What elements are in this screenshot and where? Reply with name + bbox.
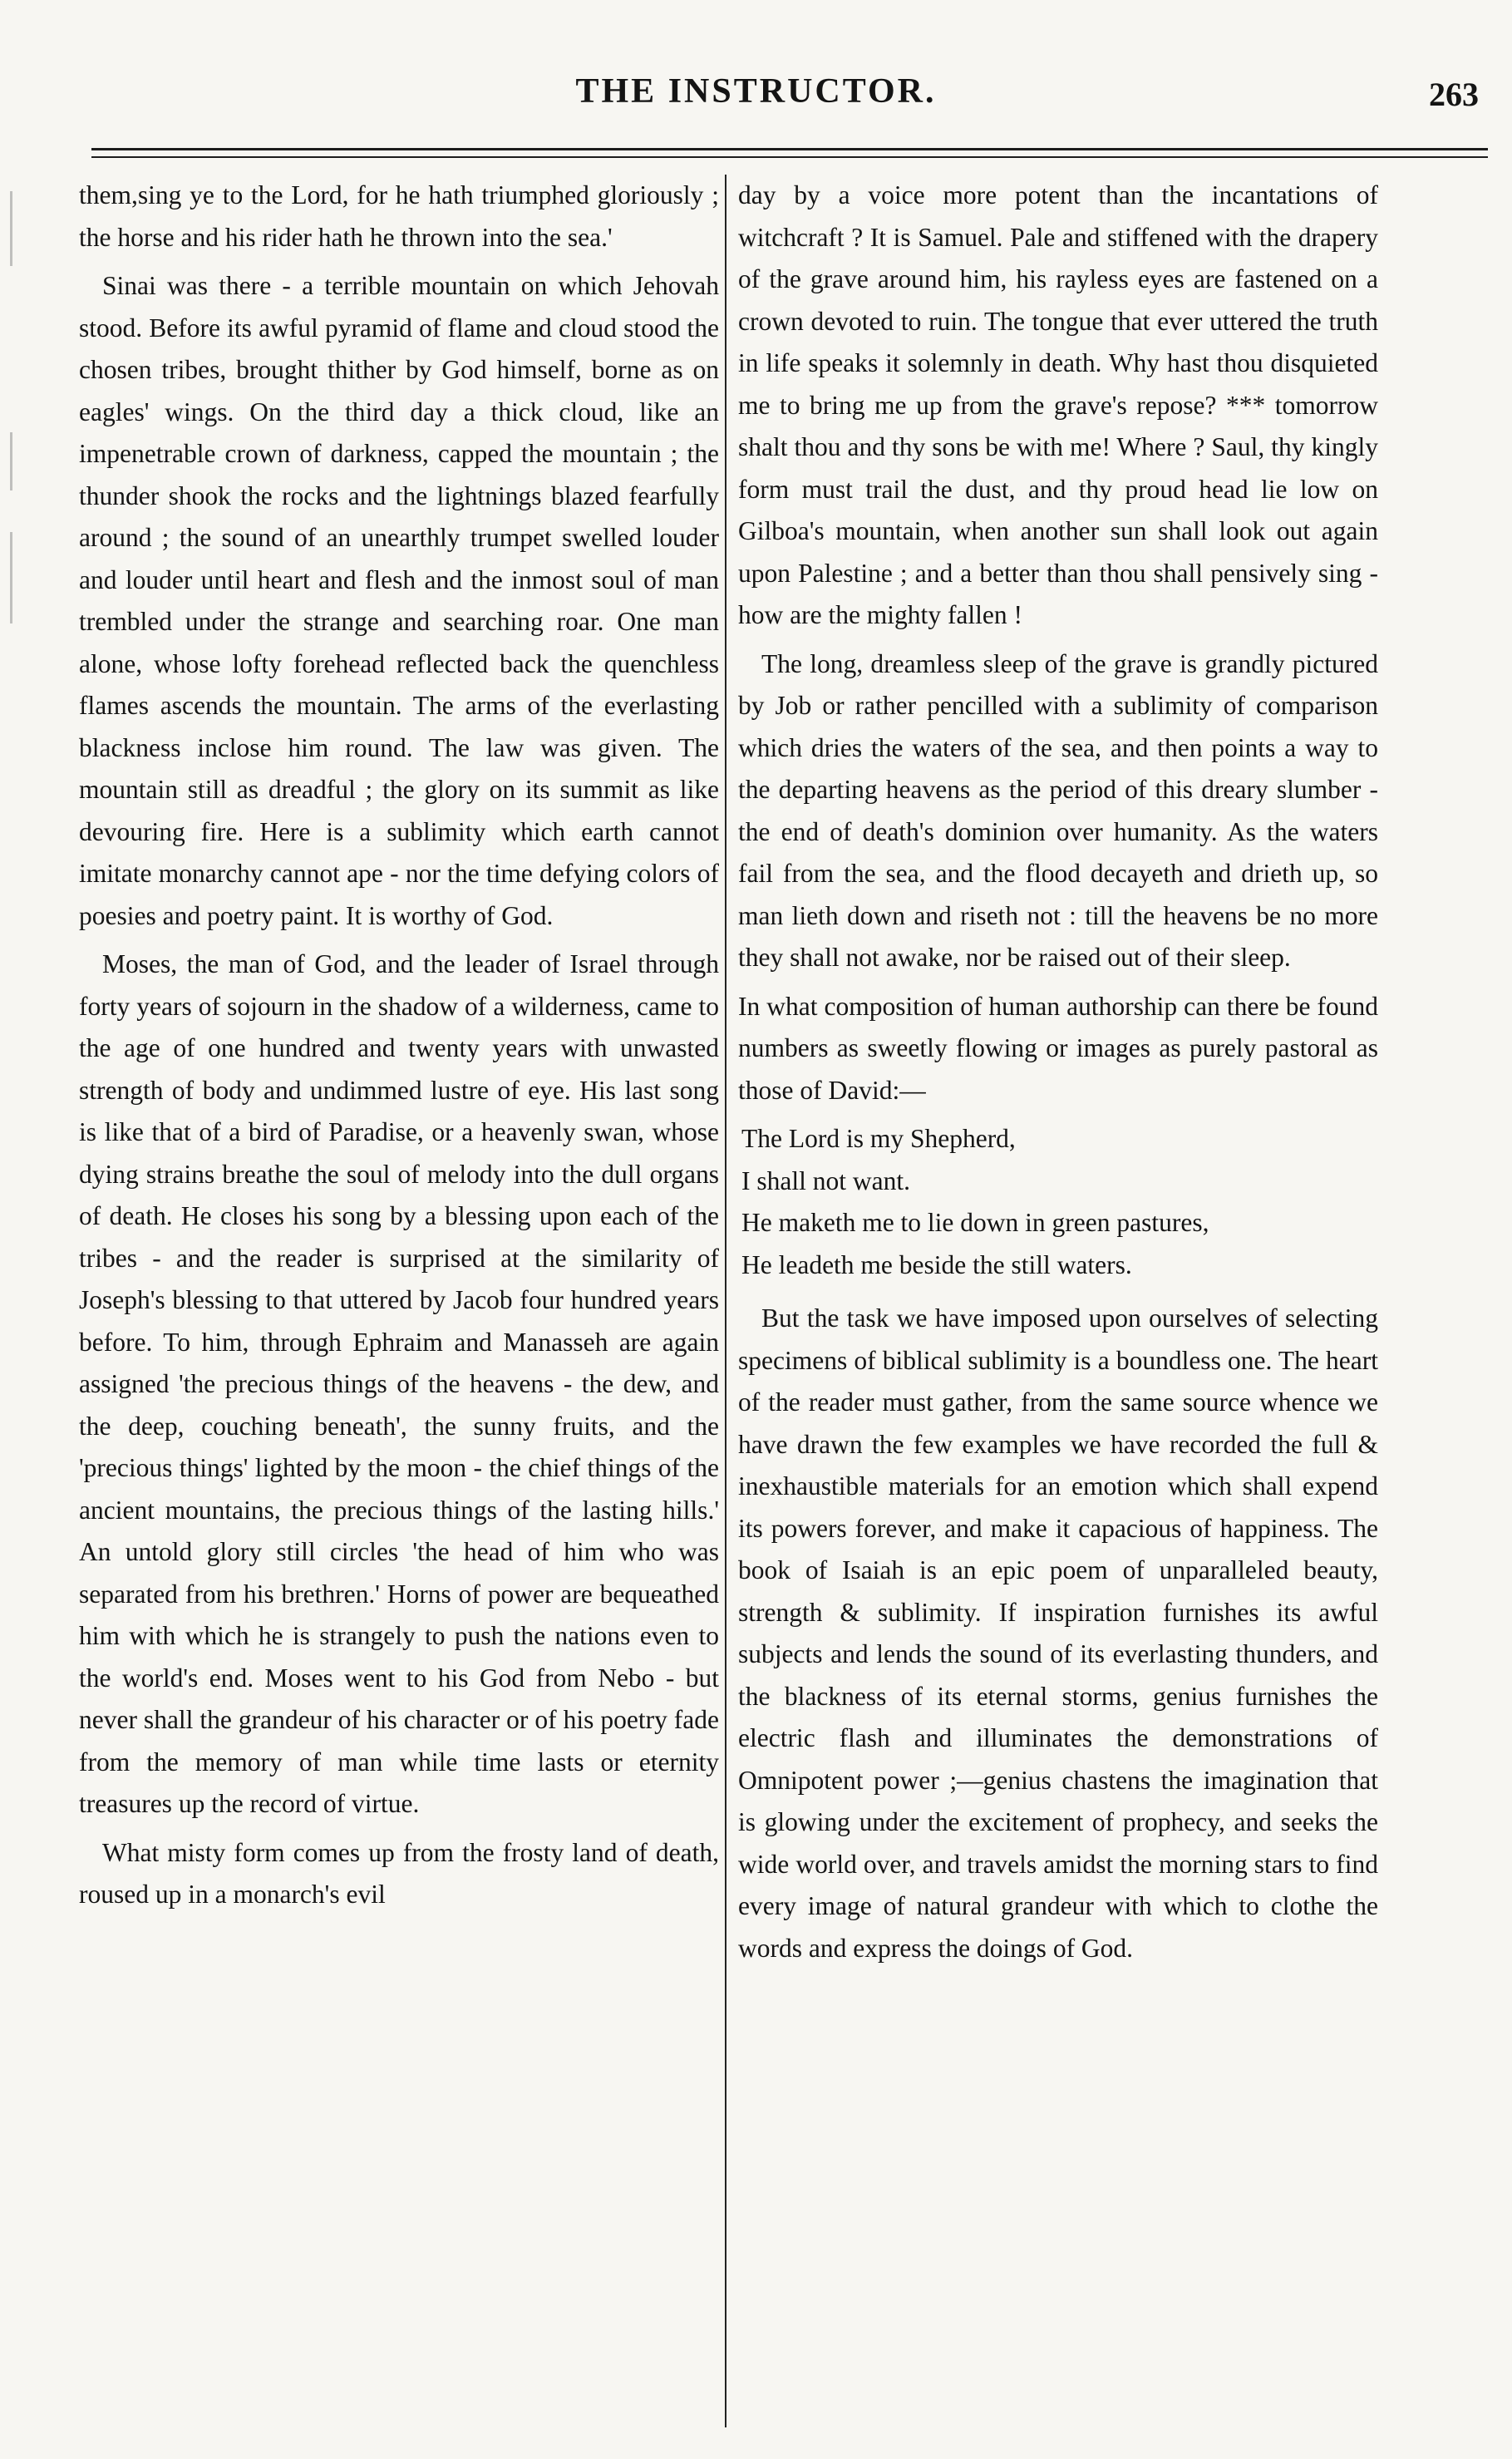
verse-line: He maketh me to lie down in green pastures, bbox=[741, 1208, 1209, 1237]
running-head bbox=[0, 71, 1512, 130]
column-divider bbox=[725, 175, 726, 2427]
right-paragraph: The long, dreamless sleep of the grave is grandly pictured by Job or rather pencilled with a sublimity of comparison which dries the waters of the sea, and then points a way to the departing heavens as the period of this dreary slumber - the end of death's dominion over humanity. As the waters fail from the sea, and the flood decayeth and drieth up, so man lieth down and riseth not : till the heavens be no more they shall not awake, nor be raised out of their sleep. bbox=[738, 648, 1378, 972]
left-paragraph: Moses, the man of God, and the leader of Israel through forty years of sojourn in the shadow of a wilderness, came to the age of one hundred and twenty years with unwasted strength of body and undimmed lustre of eye. His last song is like that of a bird of Paradise, or a heavenly swan, whose dying strains breathe the soul of melody into the dull organs of death. He closes his song by a blessing upon each of the tribes - and the reader is surprised at the similarity of Joseph's blessing to that uttered by Jacob four hundred years before. To him, through Ephraim and Manasseh are again assigned 'the precious things of the heavens - the dew, and the deep, couching beneath', the sunny fruits, and the 'precious things' lighted by the moon - the chief things of the ancient mountains, the precious things of the lasting hills.' An untold glory still circles 'the head of him who was separated from his brethren.' Horns of power are bequeathed him with which he is strangely to push the nations even to the world's end. Moses went to his God from Nebo - but never shall the grandeur of his character or of his poetry fade from the memory of man while time lasts or eternity treasures up the record of virtue. bbox=[79, 949, 719, 1818]
left-paragraph: Sinai was there - a terrible mountain on which Jehovah stood. Before its awful pyramid of flame and cloud stood the chosen tribes, brought thither by God himself, borne as on eagles' wings. On the third day a thick cloud, like an impenetrable crown of darkness, capped the mountain ; the thunder shook the rocks and the lightnings blazed fearfully around ; the sound of an unearthly trumpet swelled louder and louder until heart and flesh and the inmost soul of man trembled under the strange and searching roar. One man alone, whose lofty forehead reflected back the quenchless flames ascends the mountain. The arms of the everlasting blackness inclose him round. The law was given. The mountain still as dreadful ; the glory on its summit as like devouring fire. Here is a sublimity which earth cannot imitate monarchy cannot ape - nor the time defying colors of poesies and poetry paint. It is worthy of God. bbox=[79, 271, 719, 930]
left-paragraph: them,sing ye to the Lord, for he hath triumphed gloriously ; the horse and his rider hath he thrown into the sea.' bbox=[79, 180, 719, 252]
page-number: 263 bbox=[1429, 76, 1479, 113]
header-rule bbox=[91, 148, 1488, 150]
right-column bbox=[738, 175, 1378, 2419]
right-paragraph: day by a voice more potent than the incantations of witchcraft ? It is Samuel. Pale and stiffened with the drapery of the grave around him, his rayless eyes are fastened on a crown devoted to ruin. The tongue that ever uttered the truth in life speaks it solemnly in death. Why hast thou disquieted me to bring me up from the grave's repose? *** tomorrow shalt thou and thy sons be with me! Where ? Saul, thy kingly form must trail the dust, and thy proud head lie low on Gilboa's mountain, when another sun shall look out again upon Palestine ; and a better than thou shall pensively sing - how are the mighty fallen ! bbox=[738, 180, 1378, 629]
margin-mark bbox=[10, 191, 12, 266]
left-column bbox=[79, 175, 719, 2419]
right-paragraph: In what composition of human authorship can there be found numbers as sweetly flowing or images as purely pastoral as those of David:— bbox=[738, 991, 1378, 1105]
left-paragraph: What misty form comes up from the frosty land of death, roused up in a monarch's evil bbox=[79, 1837, 719, 1909]
verse-line: I shall not want. bbox=[741, 1165, 910, 1195]
right-paragraph: But the task we have imposed upon ourselves of selecting specimens of biblical sublimity is a boundless one. The heart of the reader must gather, from the same source whence we have drawn the few examples we have recorded the full & inexhaustible materials for an emotion which shall expend its powers forever, and make it capacious of happiness. The book of Isaiah is an epic poem of unparalleled beauty, strength & sublimity. If inspiration furnishes its awful subjects and lends the sound of its everlasting thunders, and the blackness of its eternal storms, genius furnishes the electric flash and illuminates the demonstrations of Omnipotent power ;—genius chastens the imagination that is glowing under the excitement of prophecy, and seeks the wide world over, and travels amidst the morning stars to find every image of natural grandeur with which to clothe the words and express the doings of God. bbox=[738, 1303, 1378, 1963]
publication-title: THE INSTRUCTOR. bbox=[575, 72, 937, 111]
margin-mark bbox=[10, 532, 12, 623]
header-rule-secondary bbox=[91, 156, 1488, 158]
verse-line: The Lord is my Shepherd, bbox=[741, 1124, 1016, 1153]
margin-mark bbox=[10, 432, 12, 490]
verse-line: He leadeth me beside the still waters. bbox=[741, 1249, 1132, 1279]
